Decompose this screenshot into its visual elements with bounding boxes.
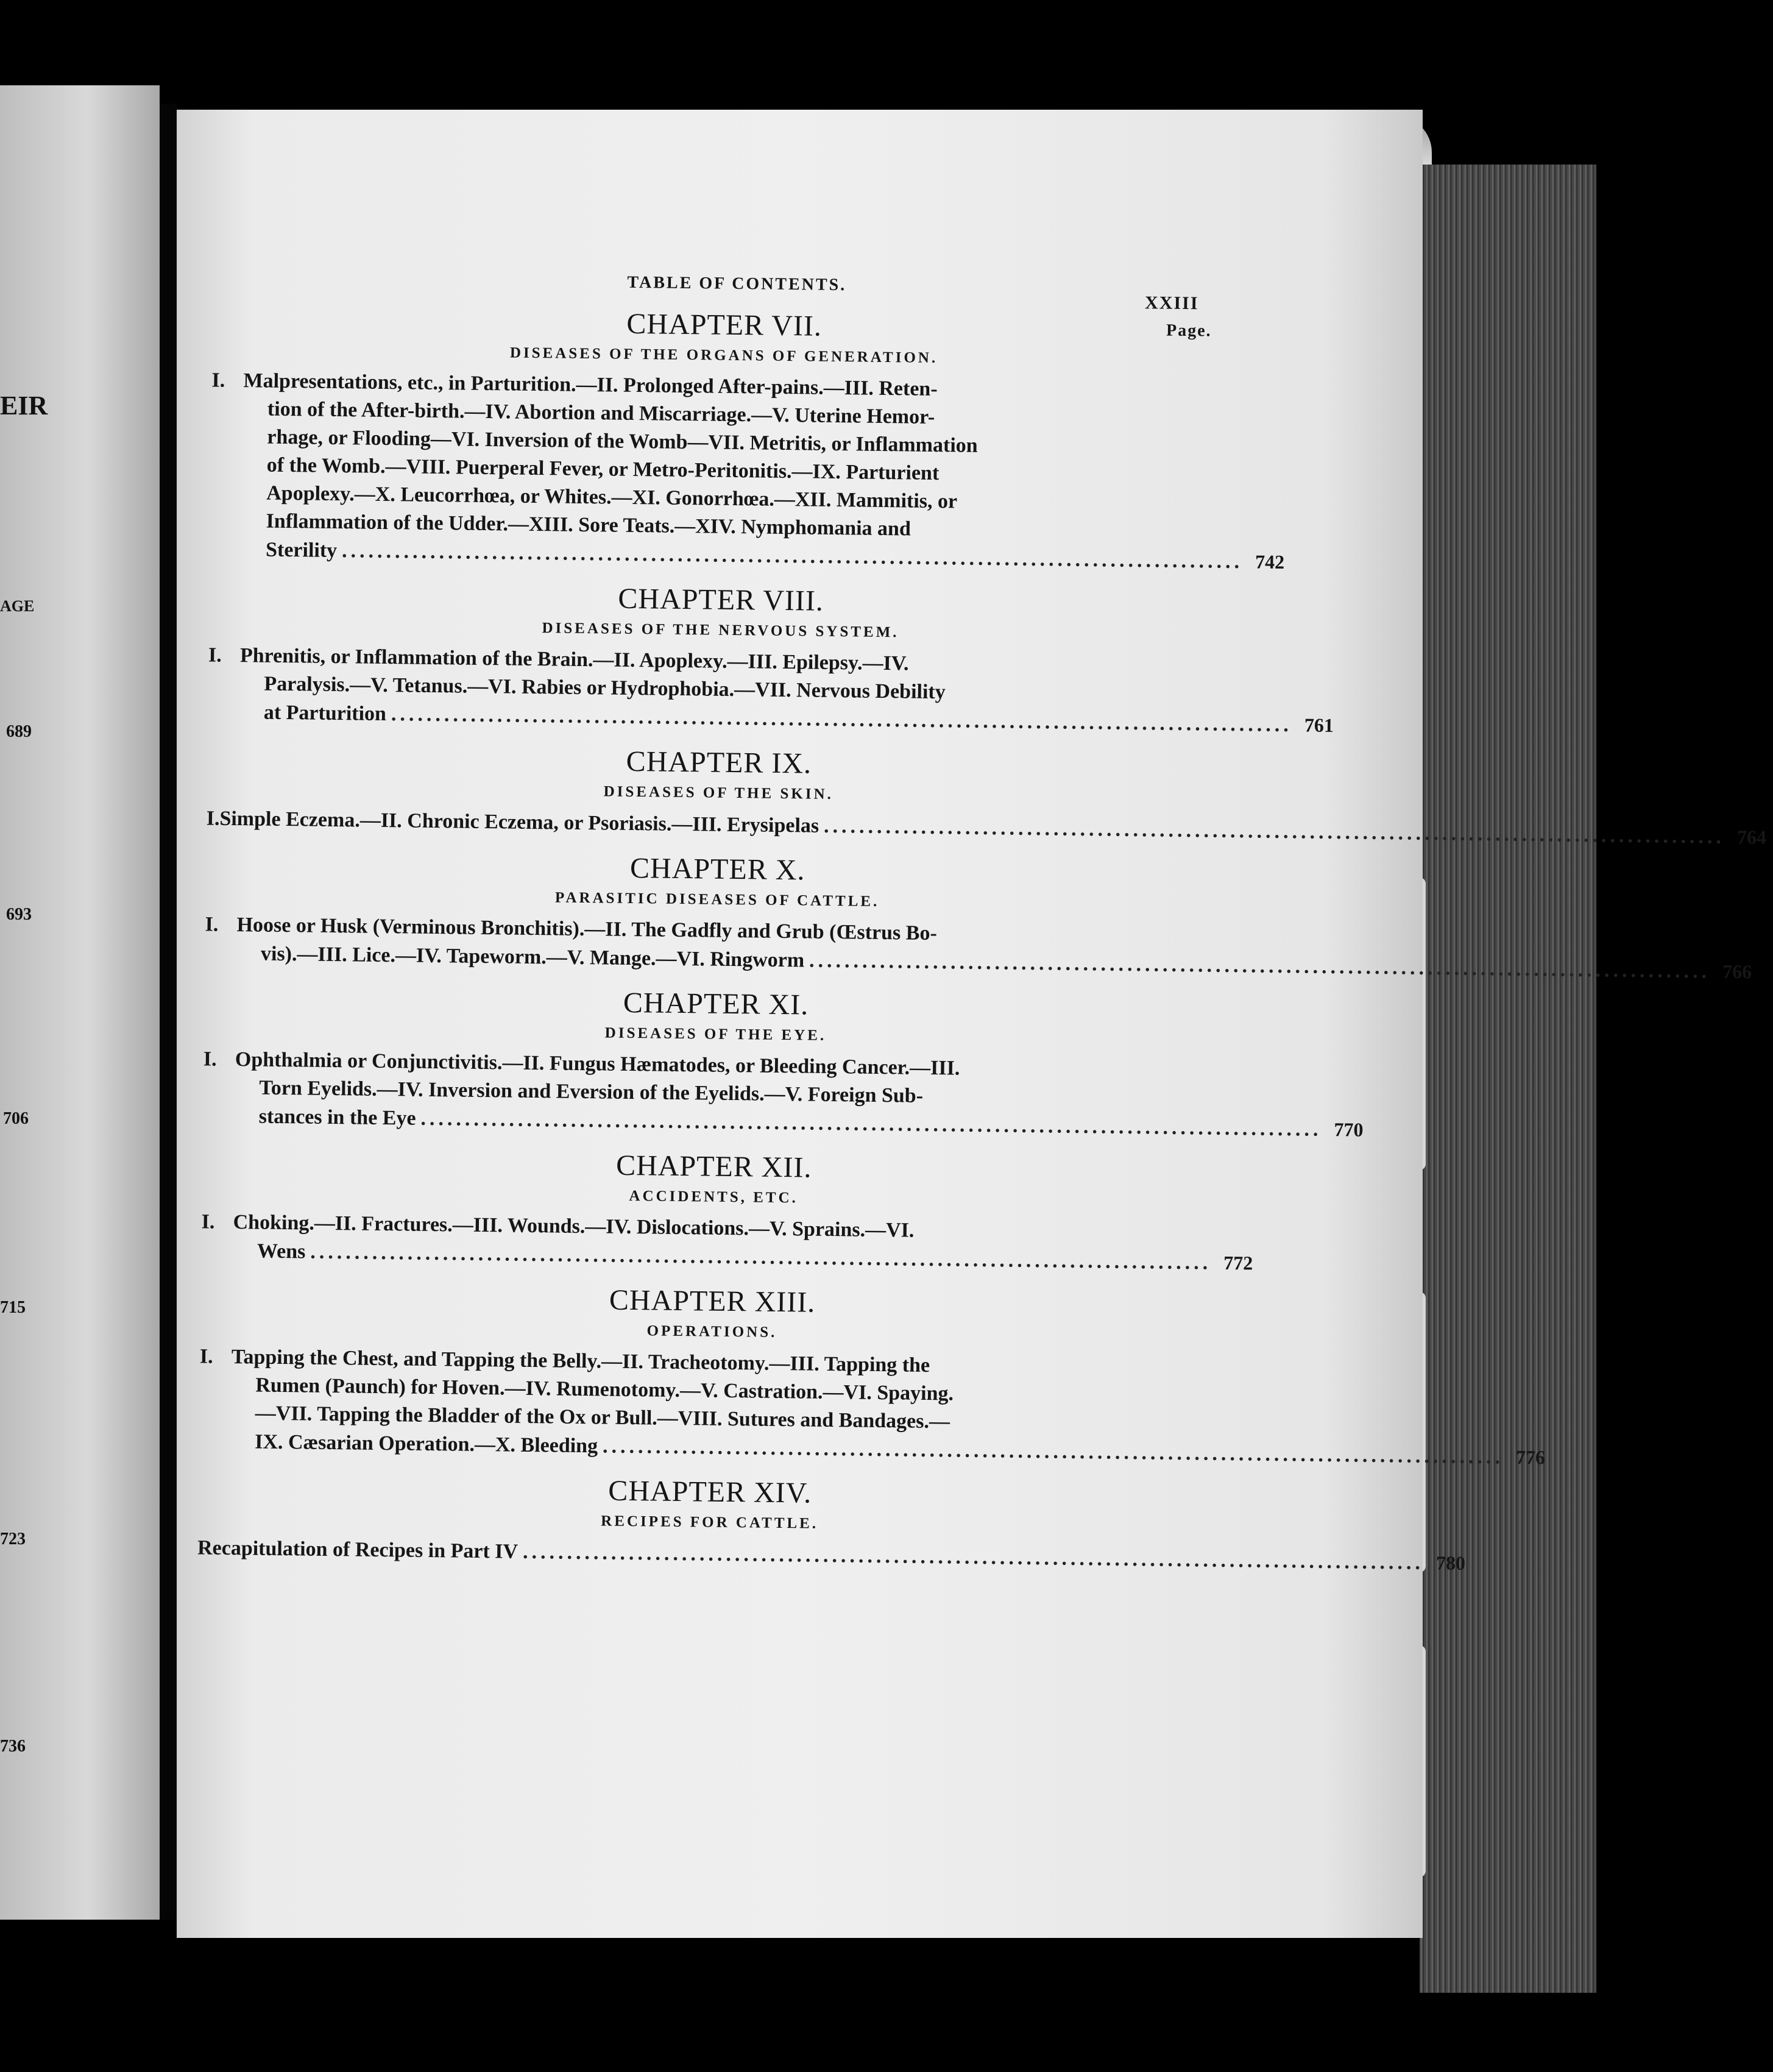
entry-text-line: Sterility (265, 538, 338, 562)
entry-page-number: 766 (1722, 960, 1752, 983)
toc-entry (201, 1208, 1253, 1277)
chapter-section (205, 843, 1752, 983)
entry-page-number: 772 (1223, 1251, 1253, 1274)
entry-numeral: I. (201, 1210, 215, 1233)
toc-entry (211, 367, 1285, 576)
left-facing-page (0, 85, 160, 1920)
entry-text-line: Paralysis.—V. Tetanus.—VI. Rabies or Hydrophobia.—VII. Nervous Debility (264, 672, 946, 704)
entry-page-number: 742 (1255, 550, 1285, 573)
toc-entry (208, 642, 1334, 739)
entry-numeral: I. (199, 1345, 213, 1368)
running-head-page-number: XXIII (1144, 293, 1199, 314)
chapter-section (199, 1275, 1546, 1469)
entry-page-number: 764 (1736, 826, 1767, 848)
dot-leader: ...................................................................................................... (341, 539, 1244, 573)
toc-entry (203, 1046, 1364, 1143)
entry-page-number: 770 (1334, 1118, 1364, 1141)
entry-text-line: stances in the Eye (258, 1105, 416, 1130)
left-page-fragment: 723 (0, 1530, 26, 1549)
page-column-label: Page. (1166, 321, 1212, 341)
chapter-subtitle: ACCIDENTS, ETC. (629, 1187, 799, 1207)
chapter-subtitle: OPERATIONS. (646, 1322, 777, 1341)
chapter-section (208, 573, 1334, 739)
entry-text-line: Simple Eczema.—II. Chronic Eczema, or Psoriasis.—III. Erysipelas (219, 807, 819, 837)
toc-entry (205, 911, 1752, 983)
toc-entry (199, 1343, 1546, 1469)
table-of-contents (197, 256, 1767, 1574)
left-page-fragment: 706 (3, 1109, 29, 1128)
chapter-title: CHAPTER XI. (623, 986, 809, 1021)
dot-leader: ...................................................................................................... (310, 1240, 1212, 1274)
entry-text-line: Hoose or Husk (Verminous Bronchitis).—II. The Gadfly and Grub (Œstrus Bo- (236, 914, 937, 945)
dot-leader: ...................................................................................................... (522, 1540, 1424, 1574)
entry-text-line: Ophthalmia or Conjunctivitis.—II. Fungus Hæmatodes, or Bleeding Cancer.—III. (235, 1048, 960, 1080)
chapter-section (197, 1466, 1466, 1575)
entry-text-line: Phrenitis, or Inflammation of the Brain.—II. Apoplexy.—III. Epilepsy.—IV. (239, 644, 909, 675)
left-page-fragment: EIR (0, 391, 48, 420)
book-page-edges (1420, 165, 1596, 1993)
left-page-fragment: 736 (0, 1737, 26, 1756)
dot-leader: ...................................................................................................... (391, 703, 1293, 737)
entry-page-number: 761 (1304, 714, 1334, 737)
chapter-section (211, 299, 1285, 576)
chapter-title: CHAPTER VII. (626, 307, 823, 342)
chapter-title: CHAPTER XII. (615, 1149, 812, 1184)
chapter-section (206, 736, 1767, 848)
entry-text-line: rhage, or Flooding—VI. Inversion of the Womb—VII. Metritis, or Inflammation (267, 425, 978, 457)
entry-text-line: Malpresentations, etc., in Parturition.—II. Prolonged After-pains.—III. Reten- (243, 369, 938, 401)
entry-numeral: I. (206, 807, 220, 830)
chapter-title: CHAPTER X. (629, 851, 805, 887)
left-page-fragment: 715 (0, 1298, 26, 1317)
left-page-fragment: 689 (6, 722, 32, 741)
running-head-title: TABLE OF CONTENTS. (627, 272, 847, 295)
chapter-section (203, 977, 1364, 1143)
entry-numeral: I. (211, 369, 225, 392)
chapter-title: CHAPTER IX. (626, 745, 812, 780)
dot-leader: ...................................................................................................... (809, 949, 1711, 983)
entry-text-line: IX. Cæsarian Operation.—X. Bleeding (255, 1430, 598, 1458)
chapter-subtitle: DISEASES OF THE SKIN. (603, 783, 834, 803)
chapter-subtitle: DISEASES OF THE ORGANS OF GENERATION. (509, 344, 938, 367)
entry-text-line: vis).—III. Lice.—IV. Tapeworm.—V. Mange.—VI. Ringworm (260, 942, 805, 972)
entry-text-line: of the Womb.—VIII. Puerperal Fever, or Metro-Peritonitis.—IX. Parturient (266, 453, 940, 485)
entry-text-line: Rumen (Paunch) for Hoven.—IV. Rumenotomy.—V. Castration.—VI. Spaying. (255, 1374, 954, 1405)
chapter-title: CHAPTER XIII. (609, 1283, 816, 1319)
chapter-title: CHAPTER XIV. (608, 1474, 812, 1510)
entry-text-line: tion of the After-birth.—IV. Abortion and Miscarriage.—V. Uterine Hemor- (267, 397, 935, 428)
chapter-subtitle: RECIPES FOR CATTLE. (601, 1513, 819, 1532)
chapter-subtitle: DISEASES OF THE NERVOUS SYSTEM. (542, 620, 899, 641)
left-page-fragment: 693 (6, 905, 32, 924)
entry-text-line: Choking.—II. Fractures.—III. Wounds.—IV. Dislocations.—V. Sprains.—VI. (233, 1211, 915, 1242)
dot-leader: ...................................................................................................... (420, 1107, 1322, 1141)
dot-leader: ...................................................................................................... (602, 1435, 1504, 1469)
dot-leader: ...................................................................................................... (823, 814, 1725, 848)
book-gutter (160, 104, 177, 1920)
entry-page-number: 780 (1435, 1552, 1466, 1574)
entry-text-line: at Parturition (263, 701, 387, 726)
entry-text-line: Inflammation of the Udder.—XIII. Sore Teats.—XIV. Nymphomania and (266, 509, 911, 541)
entry-text-line: Recapitulation of Recipes in Part IV (197, 1536, 518, 1563)
chapter-subtitle: PARASITIC DISEASES OF CATTLE. (554, 889, 880, 910)
chapter-subtitle: DISEASES OF THE EYE. (604, 1024, 827, 1044)
entry-numeral: I. (203, 1048, 217, 1071)
entry-text-line: —VII. Tapping the Bladder of the Ox or Bull.—VIII. Sutures and Bandages.— (255, 1402, 950, 1433)
entry-text-line: Torn Eyelids.—IV. Inversion and Eversion of the Eyelids.—V. Foreign Sub- (259, 1076, 924, 1107)
chapter-title: CHAPTER VIII. (618, 582, 824, 617)
entry-text-line: Apoplexy.—X. Leucorrhœa, or Whites.—XI. Gonorrhœa.—XII. Mammitis, or (266, 481, 958, 513)
entry-text-line: Tapping the Chest, and Tapping the Belly.—II. Tracheotomy.—III. Tapping the (231, 1346, 930, 1377)
entry-numeral: I. (205, 913, 219, 936)
chapter-section (201, 1140, 1253, 1277)
entry-page-number: 776 (1515, 1446, 1546, 1469)
entry-text-line: Wens (257, 1240, 306, 1263)
left-page-fragment: AGE (0, 597, 35, 615)
entry-numeral: I. (208, 644, 222, 667)
